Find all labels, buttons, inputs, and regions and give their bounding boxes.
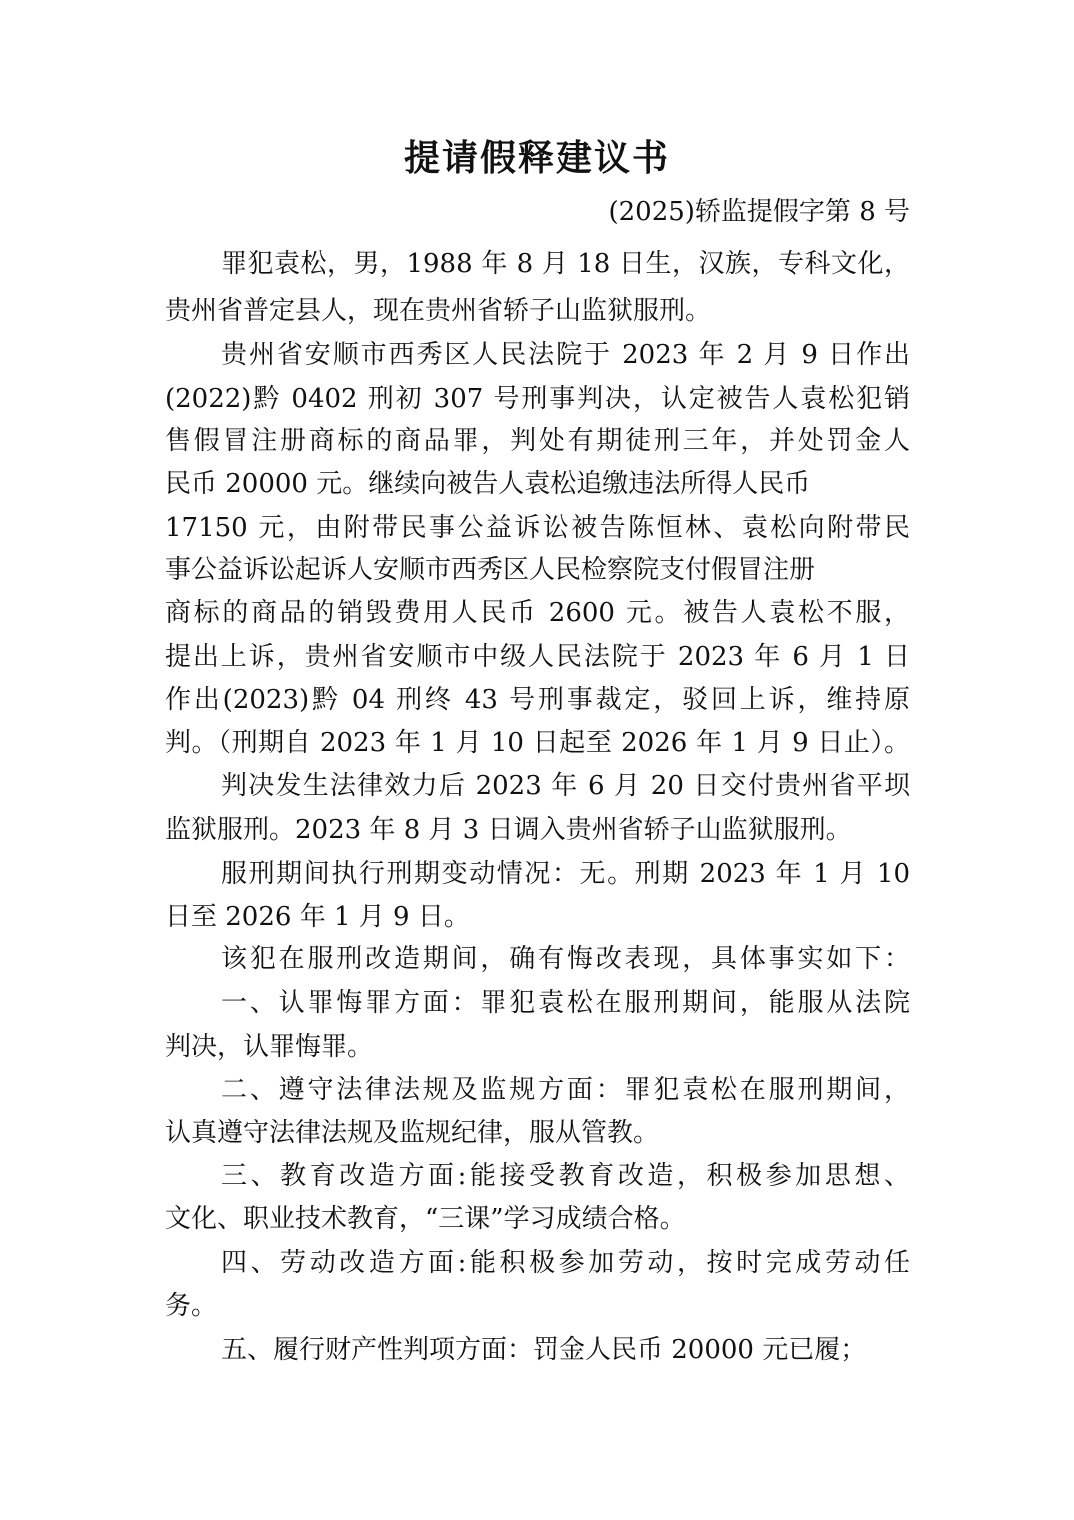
paragraph-line: 二、遵守法律法规及监规方面：罪犯袁松在服刑期间，: [221, 1075, 910, 1105]
paragraph-line: 务。: [165, 1291, 218, 1321]
paragraph-line: (2022)黔 0402 刑初 307 号刑事判决，认定被告人袁松犯销: [165, 384, 910, 414]
paragraph-line: 该犯在服刑改造期间，确有悔改表现，具体事实如下：: [221, 944, 910, 974]
paragraph-line: 判决发生法律效力后 2023 年 6 月 20 日交付贵州省平坝: [221, 771, 910, 801]
paragraph-line: 贵州省安顺市西秀区人民法院于 2023 年 2 月 9 日作出: [221, 340, 910, 370]
paragraph-line: 17150 元，由附带民事公益诉讼被告陈恒林、袁松向附带民: [165, 513, 910, 543]
paragraph-line: 三、教育改造方面:能接受教育改造，积极参加思想、: [221, 1161, 910, 1191]
paragraph-line: 民币 20000 元。继续向被告人袁松追缴违法所得人民币: [165, 469, 811, 499]
paragraph-line: 判。（刑期自 2023 年 1 月 10 日起至 2026 年 1 月 9 日止）。: [165, 728, 910, 758]
paragraph-line: 判决，认罪悔罪。: [165, 1032, 374, 1062]
paragraph-line: 提出上诉，贵州省安顺市中级人民法院于 2023 年 6 月 1 日: [165, 642, 910, 672]
document-number: (2025)轿监提假字第 8 号: [608, 197, 910, 227]
paragraph-line: 四、劳动改造方面:能积极参加劳动，按时完成劳动任: [221, 1248, 910, 1278]
paragraph-line: 服刑期间执行刑期变动情况：无。刑期 2023 年 1 月 10: [221, 859, 910, 889]
paragraph-line: 五、履行财产性判项方面：罚金人民币 20000 元已履；: [221, 1335, 867, 1365]
document-title: 提请假释建议书: [403, 137, 670, 179]
paragraph-line: 一、认罪悔罪方面：罪犯袁松在服刑期间，能服从法院: [221, 988, 910, 1018]
paragraph-line: 日至 2026 年 1 月 9 日。: [165, 902, 470, 932]
paragraph-line: 事公益诉讼起诉人安顺市西秀区人民检察院支付假冒注册: [165, 555, 816, 585]
paragraph-line: 作出(2023)黔 04 刑终 43 号刑事裁定，驳回上诉，维持原: [165, 685, 910, 715]
paragraph-line: 认真遵守法律法规及监规纪律，服从管教。: [165, 1118, 660, 1148]
paragraph-line: 商标的商品的销毁费用人民币 2600 元。被告人袁松不服，: [165, 598, 910, 628]
paragraph-line: 监狱服刑。2023 年 8 月 3 日调入贵州省轿子山监狱服刑。: [165, 815, 852, 845]
paragraph-line: 罪犯袁松，男，1988 年 8 月 18 日生，汉族，专科文化，: [221, 249, 910, 279]
paragraph-line: 文化、职业技术教育，“三课”学习成绩合格。: [165, 1204, 686, 1234]
paragraph-line: 贵州省普定县人，现在贵州省轿子山监狱服刑。: [165, 296, 712, 326]
paragraph-line: 售假冒注册商标的商品罪，判处有期徒刑三年，并处罚金人: [165, 426, 910, 456]
